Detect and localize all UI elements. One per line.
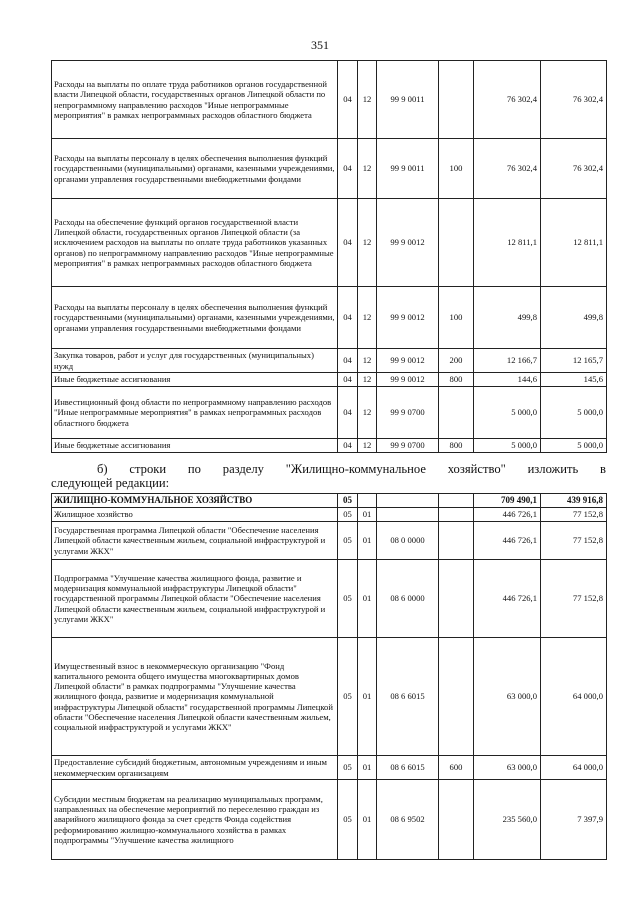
cell-desc: Расходы на выплаты по оплате труда работников органов государственной власти Липецкой области, государственных органов Липецкой области по непрограммному направлению расходов "Иные непрограммные мероприятия" в рамках непрограммных расходов областного бюджета: [52, 61, 338, 139]
cell-csr: 99 9 0700: [377, 387, 439, 439]
cell-pr: 01: [358, 508, 377, 522]
table-row: [52, 638, 607, 756]
cell-sum2: 77 152,8: [541, 560, 607, 638]
cell-sum1: 499,8: [474, 287, 541, 349]
table-row: [52, 373, 607, 387]
cell-sum2: 499,8: [541, 287, 607, 349]
cell-sum1: 446 726,1: [474, 560, 541, 638]
table-row: [52, 560, 607, 638]
amendment-note-line-1: б) строки по разделу "Жилищно-коммунальное хозяйство" изложить в: [97, 462, 606, 476]
cell-desc: Иные бюджетные ассигнования: [52, 373, 338, 387]
cell-vr: 100: [439, 139, 474, 199]
table-row: [52, 61, 607, 139]
cell-sum1: 12 811,1: [474, 199, 541, 287]
amendment-note-line-2: следующей редакции:: [51, 476, 170, 490]
cell-desc: Предоставление субсидий бюджетным, автономным учреждениям и иным некоммерческим организациям: [52, 756, 338, 780]
cell-pr: 12: [358, 349, 377, 373]
cell-vr: [439, 638, 474, 756]
cell-csr: [377, 508, 439, 522]
cell-desc: Инвестиционный фонд области по непрограммному направлению расходов "Иные непрограммные мероприятия" в рамках непрограммных расходов областного бюджета: [52, 387, 338, 439]
cell-pr: 01: [358, 638, 377, 756]
cell-pr: 12: [358, 373, 377, 387]
cell-desc: Имущественный взнос в некоммерческую организацию "Фонд капитального ремонта общего имущества многоквартирных домов Липецкой области" в рамках подпрограммы "Улучшение качества жилищного фонда, развитие и модернизация коммунальной инфраструктуры Липецкой области" государственной программы Липецкой области "Обеспечение населения Липецкой области качественным жильем, социальной инфраструктурой и услугами ЖКХ": [52, 638, 338, 756]
cell-sum1: 76 302,4: [474, 61, 541, 139]
cell-rz: 04: [338, 387, 358, 439]
cell-sum1: 446 726,1: [474, 522, 541, 560]
cell-sum2: 64 000,0: [541, 756, 607, 780]
cell-vr: [439, 560, 474, 638]
cell-pr: [358, 494, 377, 508]
cell-sum1: 5 000,0: [474, 439, 541, 453]
cell-rz: 05: [338, 638, 358, 756]
cell-pr: 01: [358, 522, 377, 560]
cell-csr: 99 9 0700: [377, 439, 439, 453]
table-row: [52, 387, 607, 439]
cell-rz: 05: [338, 560, 358, 638]
cell-rz: 04: [338, 373, 358, 387]
budget-table-top: [51, 60, 607, 453]
cell-vr: 600: [439, 756, 474, 780]
table-row: [52, 199, 607, 287]
cell-sum2: 76 302,4: [541, 61, 607, 139]
table-row: [52, 139, 607, 199]
cell-vr: [439, 199, 474, 287]
cell-rz: 04: [338, 287, 358, 349]
amendment-note: [51, 462, 606, 490]
cell-sum2: 77 152,8: [541, 508, 607, 522]
cell-sum2: 145,6: [541, 373, 607, 387]
page-number: 351: [311, 38, 329, 52]
cell-desc: Жилищное хозяйство: [52, 508, 338, 522]
cell-pr: 12: [358, 287, 377, 349]
cell-pr: 12: [358, 199, 377, 287]
cell-sum1: 63 000,0: [474, 756, 541, 780]
cell-csr: 99 9 0011: [377, 139, 439, 199]
cell-sum2: 77 152,8: [541, 522, 607, 560]
cell-sum2: 76 302,4: [541, 139, 607, 199]
cell-rz: 04: [338, 139, 358, 199]
cell-sum2: 12 811,1: [541, 199, 607, 287]
cell-vr: 800: [439, 373, 474, 387]
cell-desc: Подпрограмма "Улучшение качества жилищного фонда, развитие и модернизация коммунальной инфраструктуры Липецкой области" государственной программы Липецкой области "Обеспечение населения Липецкой области качественным жильем, социальной инфраструктурой и услугами ЖКХ": [52, 560, 338, 638]
cell-vr: [439, 387, 474, 439]
cell-csr: 99 9 0012: [377, 349, 439, 373]
cell-pr: 12: [358, 61, 377, 139]
cell-pr: 12: [358, 139, 377, 199]
cell-rz: 05: [338, 508, 358, 522]
table-row: [52, 349, 607, 373]
cell-pr: 01: [358, 780, 377, 860]
table-row: [52, 756, 607, 780]
cell-desc: Закупка товаров, работ и услуг для государственных (муниципальных) нужд: [52, 349, 338, 373]
cell-csr: 08 6 6015: [377, 756, 439, 780]
cell-pr: 01: [358, 560, 377, 638]
cell-sum1: 446 726,1: [474, 508, 541, 522]
table-row: [52, 780, 607, 860]
cell-csr: 99 9 0012: [377, 199, 439, 287]
cell-csr: 08 6 6015: [377, 638, 439, 756]
cell-sum2: 12 165,7: [541, 349, 607, 373]
cell-csr: 99 9 0011: [377, 61, 439, 139]
cell-sum1: 5 000,0: [474, 387, 541, 439]
cell-vr: [439, 61, 474, 139]
table-row: [52, 287, 607, 349]
cell-sum2: 7 397,9: [541, 780, 607, 860]
cell-rz: 04: [338, 349, 358, 373]
cell-sum1: 76 302,4: [474, 139, 541, 199]
cell-sum1: 12 166,7: [474, 349, 541, 373]
cell-rz: 04: [338, 61, 358, 139]
cell-rz: 04: [338, 199, 358, 287]
cell-pr: 12: [358, 387, 377, 439]
cell-pr: 12: [358, 439, 377, 453]
cell-csr: 08 0 0000: [377, 522, 439, 560]
cell-vr: 200: [439, 349, 474, 373]
cell-rz: 04: [338, 439, 358, 453]
cell-csr: 08 6 0000: [377, 560, 439, 638]
cell-sum1: 235 560,0: [474, 780, 541, 860]
cell-sum2: 5 000,0: [541, 439, 607, 453]
cell-desc: Расходы на обеспечение функций органов государственной власти Липецкой области, государственных органов Липецкой области (за исключением расходов на выплаты по оплате труда работников указанных органов) по непрограммному направлению расходов "Иные непрограммные мероприятия" в рамках непрограммных расходов областного бюджета: [52, 199, 338, 287]
cell-csr: 99 9 0012: [377, 373, 439, 387]
cell-rz: 05: [338, 780, 358, 860]
cell-desc: ЖИЛИЩНО-КОММУНАЛЬНОЕ ХОЗЯЙСТВО: [52, 494, 338, 508]
cell-sum1: 63 000,0: [474, 638, 541, 756]
cell-csr: [377, 494, 439, 508]
cell-desc: Субсидии местным бюджетам на реализацию муниципальных программ, направленных на обеспечение мероприятий по переселению граждан из аварийного жилищного фонда за счет средств Фонда содействия реформированию жилищно-коммунального хозяйства в рамках подпрограммы "Улучшение качества жилищного: [52, 780, 338, 860]
cell-rz: 05: [338, 494, 358, 508]
cell-rz: 05: [338, 522, 358, 560]
cell-desc: Государственная программа Липецкой области "Обеспечение населения Липецкой области качественным жильем, социальной инфраструктурой и услугами ЖКХ": [52, 522, 338, 560]
section-header-row: [52, 494, 607, 508]
table-row: [52, 508, 607, 522]
cell-sum2: 439 916,8: [541, 494, 607, 508]
cell-desc: Расходы на выплаты персоналу в целях обеспечения выполнения функций государственными (муниципальными) органами, казенными учреждениями, органами управления государственными внебюджетными фондами: [52, 287, 338, 349]
budget-table-housing: [51, 493, 607, 860]
cell-vr: [439, 780, 474, 860]
cell-sum1: 709 490,1: [474, 494, 541, 508]
cell-vr: 800: [439, 439, 474, 453]
cell-vr: [439, 508, 474, 522]
table-row: [52, 439, 607, 453]
cell-csr: 08 6 9502: [377, 780, 439, 860]
cell-desc: Расходы на выплаты персоналу в целях обеспечения выполнения функций государственными (муниципальными) органами, казенными учреждениями, органами управления государственными внебюджетными фондами: [52, 139, 338, 199]
table-row: [52, 522, 607, 560]
cell-pr: 01: [358, 756, 377, 780]
cell-vr: 100: [439, 287, 474, 349]
cell-rz: 05: [338, 756, 358, 780]
cell-vr: [439, 522, 474, 560]
cell-sum1: 144,6: [474, 373, 541, 387]
cell-desc: Иные бюджетные ассигнования: [52, 439, 338, 453]
cell-vr: [439, 494, 474, 508]
cell-csr: 99 9 0012: [377, 287, 439, 349]
cell-sum2: 64 000,0: [541, 638, 607, 756]
cell-sum2: 5 000,0: [541, 387, 607, 439]
